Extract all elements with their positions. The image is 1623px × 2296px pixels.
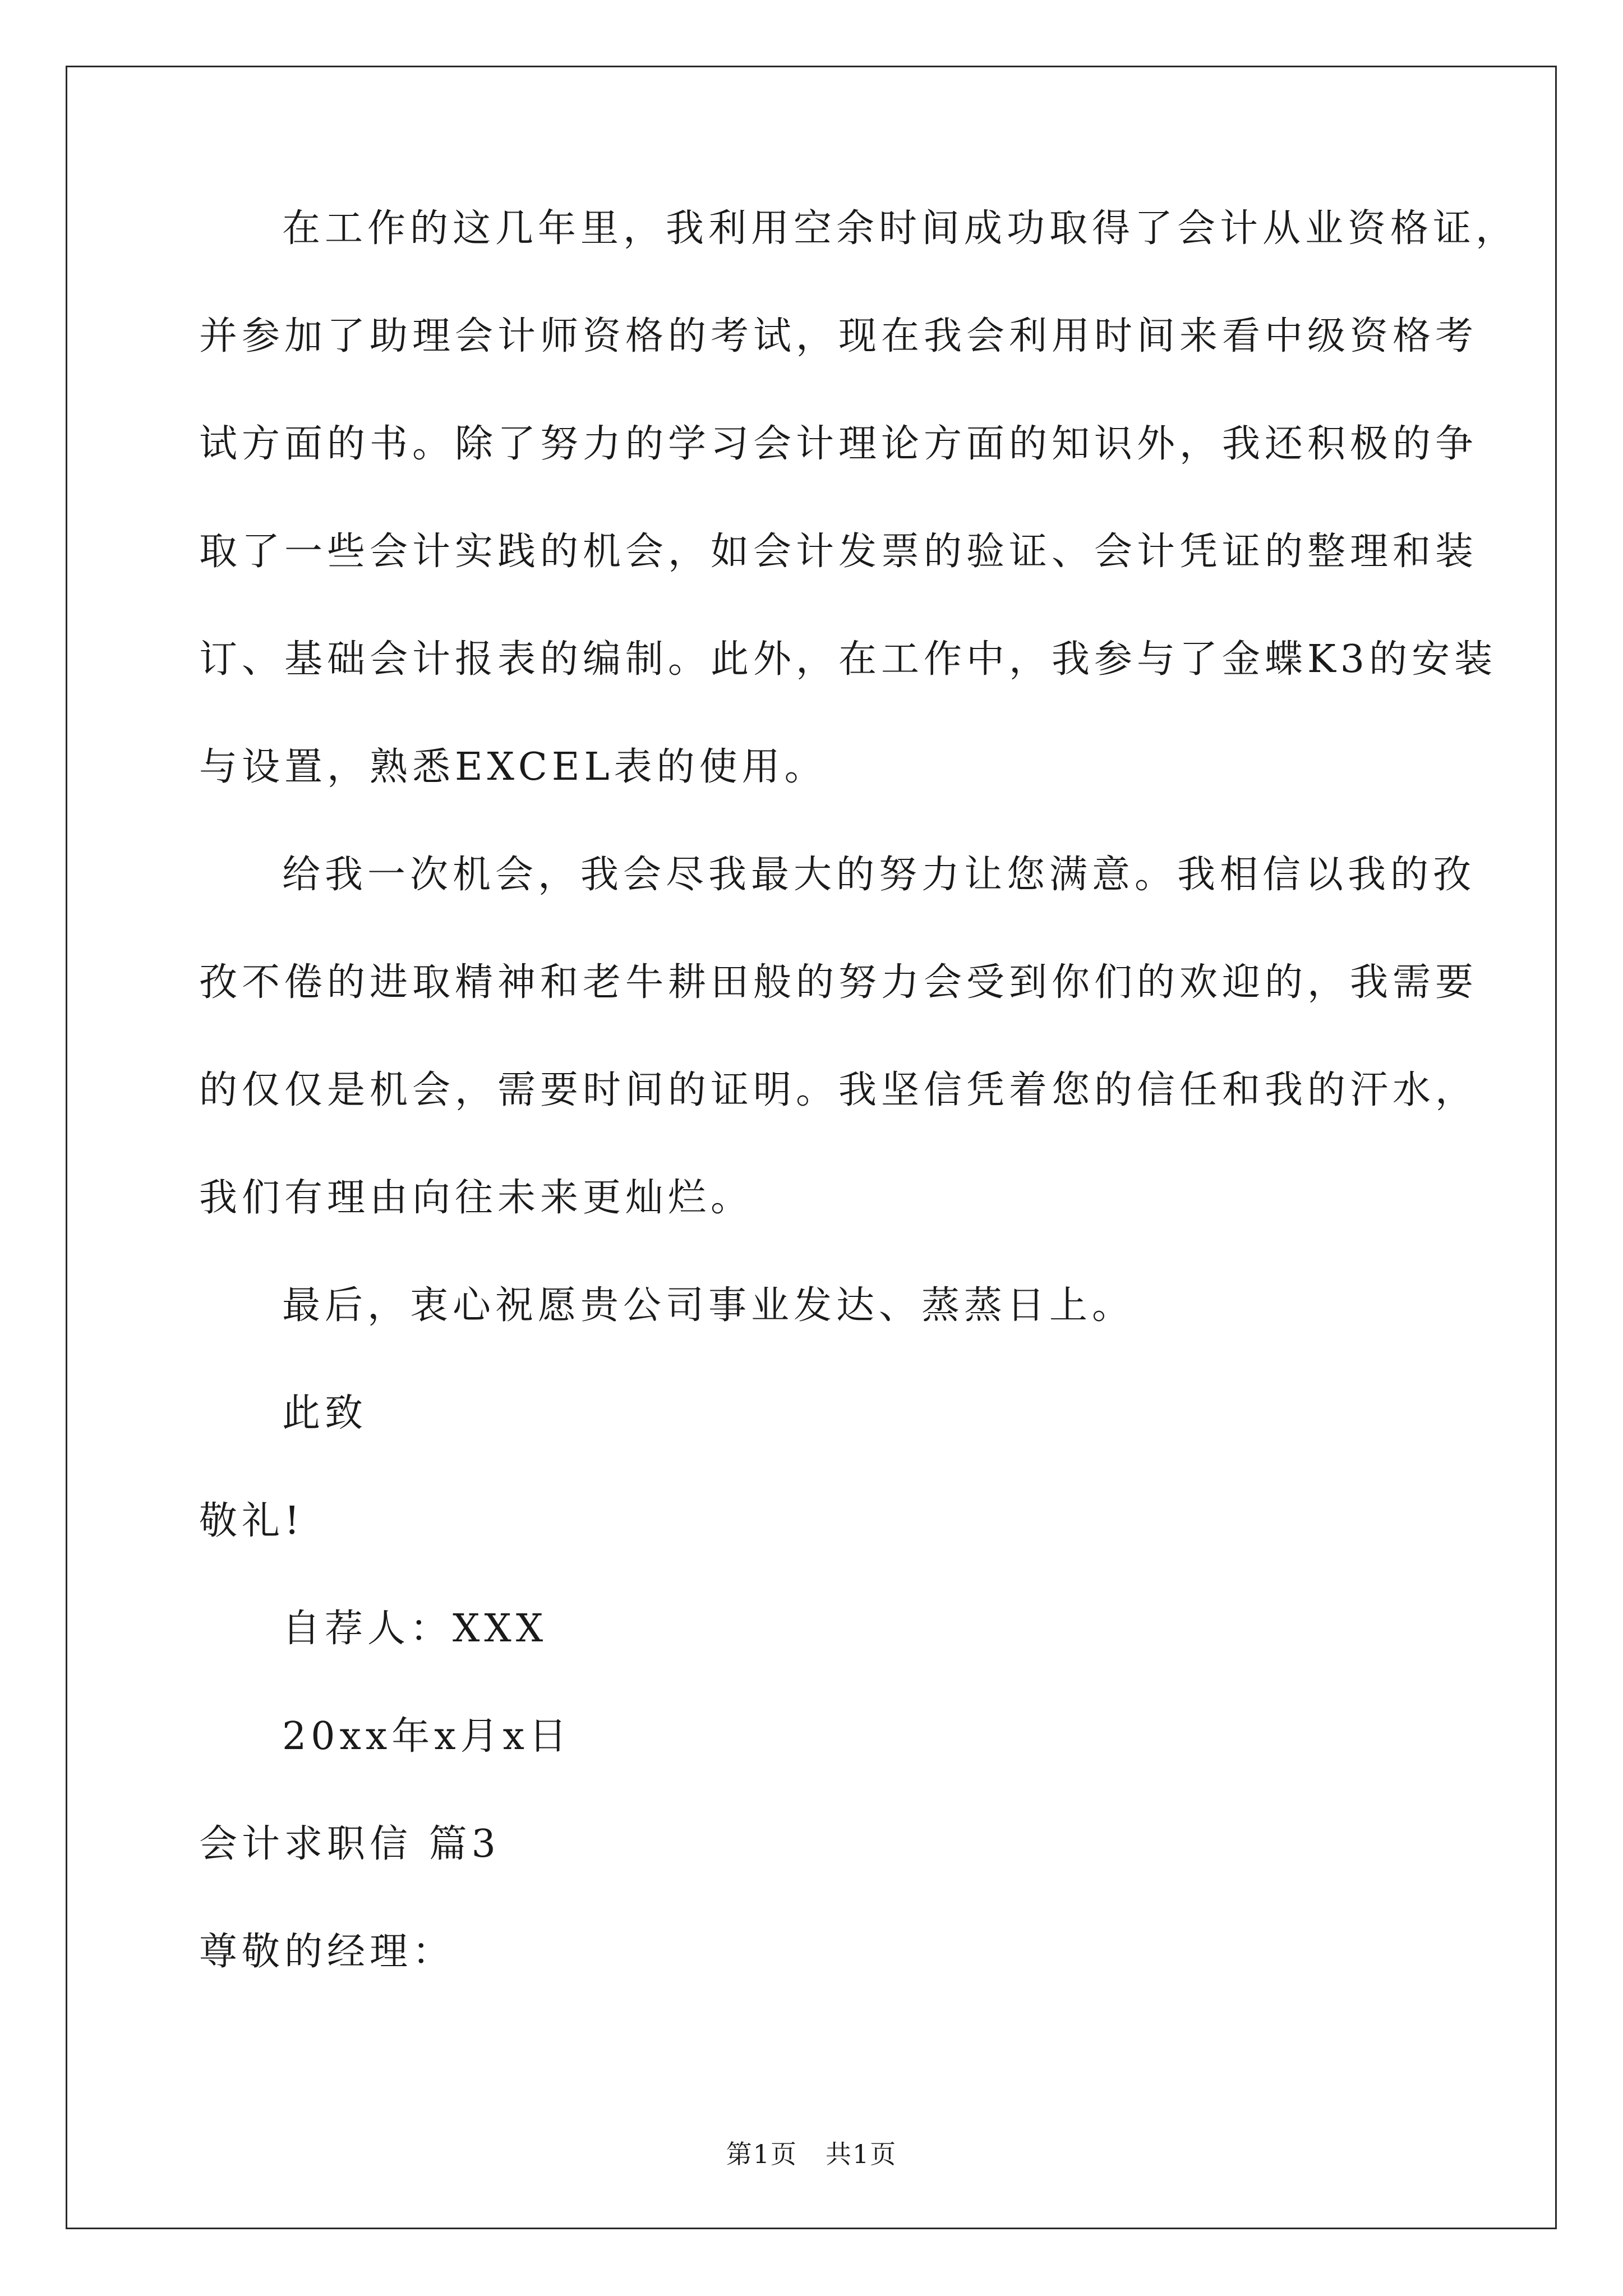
page-border bbox=[66, 66, 1557, 2229]
paragraph-line: 的仅仅是机会，需要时间的证明。我坚信凭着您的信任和我的汗水， bbox=[199, 1068, 1478, 1112]
date: 20xx年x月x日 bbox=[282, 1714, 571, 1759]
paragraph-line: 订、基础会计报表的编制。此外，在工作中，我参与了金蝶K3的安装 bbox=[199, 637, 1497, 682]
page-total: 共1页 bbox=[825, 2139, 897, 2169]
closing-wish: 最后，衷心祝愿贵公司事业发达、蒸蒸日上。 bbox=[282, 1283, 1135, 1328]
salutation-cizhi: 此致 bbox=[282, 1391, 368, 1435]
signature: 自荐人：XXX bbox=[282, 1607, 548, 1651]
paragraph-line: 并参加了助理会计师资格的考试，现在我会利用时间来看中级资格考 bbox=[199, 314, 1478, 358]
page-number: 第1页 bbox=[726, 2139, 798, 2169]
paragraph-line: 取了一些会计实践的机会，如会计发票的验证、会计凭证的整理和装 bbox=[199, 530, 1478, 574]
paragraph-line: 孜不倦的进取精神和老牛耕田般的努力会受到你们的欢迎的，我需要 bbox=[199, 960, 1478, 1005]
greeting: 尊敬的经理： bbox=[199, 1930, 455, 1974]
paragraph-line: 试方面的书。除了努力的学习会计理论方面的知识外，我还积极的争 bbox=[199, 422, 1478, 466]
paragraph-line: 我们有理由向往未来更灿烂。 bbox=[199, 1176, 754, 1220]
paragraph-line: 与设置，熟悉EXCEL表的使用。 bbox=[199, 745, 827, 789]
section-heading: 会计求职信 篇3 bbox=[199, 1822, 500, 1866]
paragraph-line: 在工作的这几年里，我利用空余时间成功取得了会计从业资格证， bbox=[282, 206, 1519, 251]
salutation-jingli: 敬礼! bbox=[199, 1499, 305, 1543]
paragraph-line: 给我一次机会，我会尽我最大的努力让您满意。我相信以我的孜 bbox=[282, 853, 1476, 897]
page-footer bbox=[0, 2134, 1623, 2171]
